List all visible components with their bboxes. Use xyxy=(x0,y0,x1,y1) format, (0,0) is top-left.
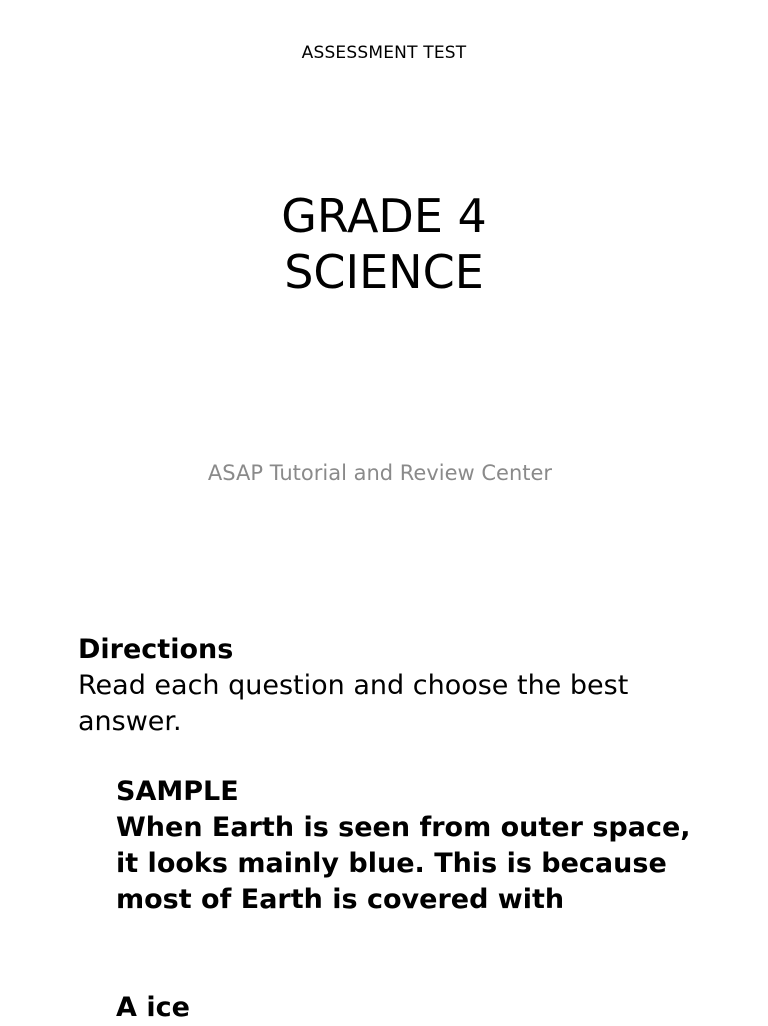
title-subject: SCIENCE xyxy=(284,245,484,299)
option-letter: A xyxy=(116,992,137,1023)
directions-text: Read each question and choose the best answer. xyxy=(78,670,629,737)
sample-question xyxy=(116,774,716,918)
sample-question-text: When Earth is seen from outer space, it looks mainly blue. This is because most of Earth is covered with xyxy=(116,812,691,915)
assessment-header: ASSESSMENT TEST xyxy=(301,43,467,63)
directions-block xyxy=(78,632,718,740)
title-grade: GRADE 4 xyxy=(281,189,487,243)
answer-option-a[interactable] xyxy=(116,990,190,1026)
directions-heading: Directions xyxy=(78,634,234,665)
page-title xyxy=(0,188,768,300)
sample-label: SAMPLE xyxy=(116,776,239,807)
center-name: ASAP Tutorial and Review Center xyxy=(207,461,553,485)
option-text: ice xyxy=(146,992,190,1023)
